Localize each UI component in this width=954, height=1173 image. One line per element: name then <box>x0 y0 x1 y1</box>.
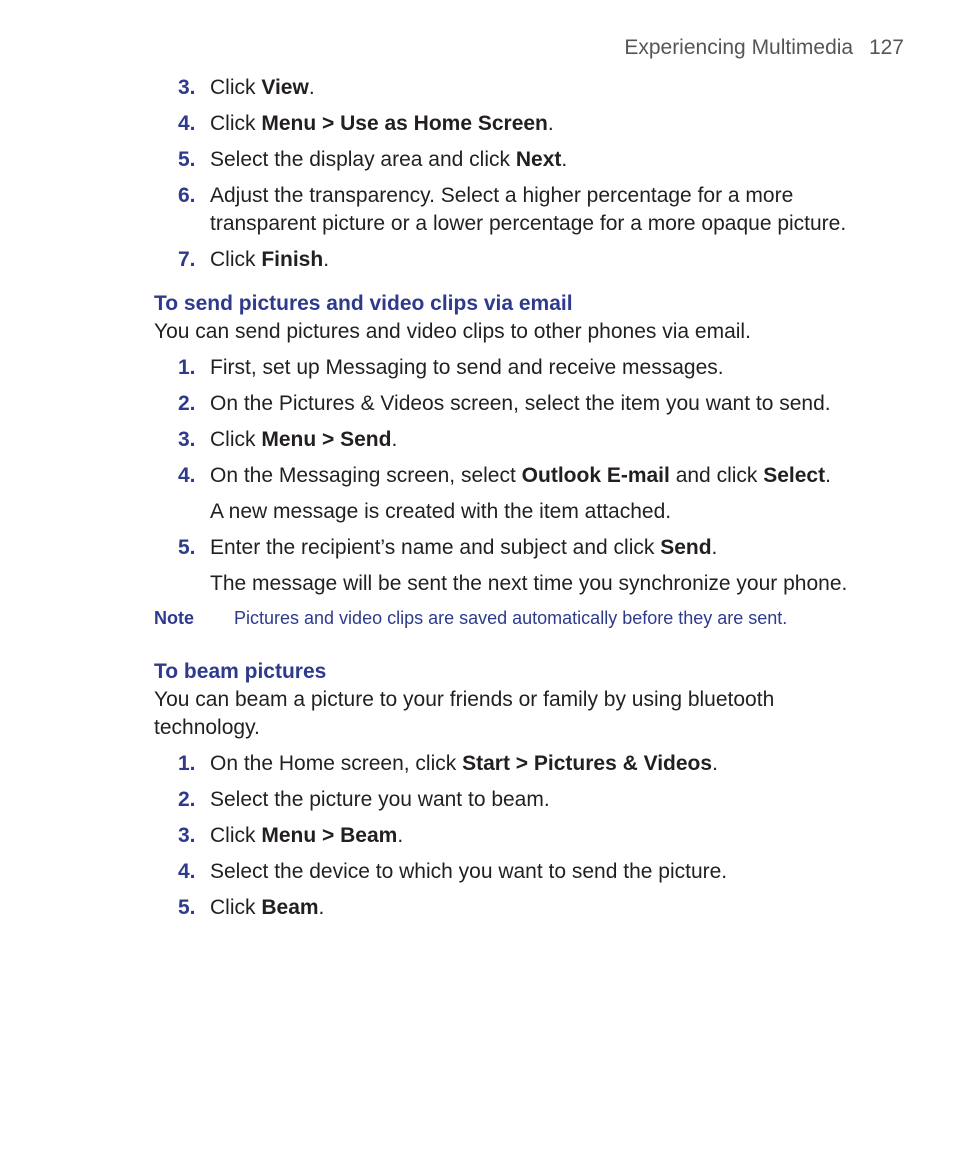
step-text <box>210 354 874 382</box>
step-text <box>210 858 874 886</box>
step-number: 5. <box>178 896 196 919</box>
step-item <box>154 426 874 454</box>
step-text-run: On the Home screen, click <box>210 752 463 775</box>
step-number: 5. <box>178 148 196 171</box>
step-number: 4. <box>178 112 196 135</box>
step-number: 7. <box>178 248 196 271</box>
note-text: Pictures and video clips are saved automatically before they are sent. <box>234 608 788 628</box>
step-text-run: . <box>391 428 398 451</box>
step-bold-term: Start > Pictures & Videos <box>462 752 713 775</box>
page-content <box>154 74 874 930</box>
step-text <box>210 390 874 418</box>
step-number: 3. <box>178 428 196 451</box>
step-text-run: Click <box>210 248 262 271</box>
step-bold-term: Menu > Use as Home Screen <box>261 112 548 135</box>
step-text-run: First, set up Messaging to send and receive messages. <box>210 356 724 379</box>
section-title-beam: To beam pictures <box>154 660 327 683</box>
step-text-run: . <box>323 248 330 271</box>
note-label: Note <box>154 608 194 628</box>
step-item <box>154 534 874 598</box>
step-bold-term: Menu > Beam <box>261 824 398 847</box>
step-number: 4. <box>178 464 196 487</box>
step-bold-term: Finish <box>261 248 324 271</box>
step-followup-text: The message will be sent the next time you synchronize your phone. <box>210 572 848 595</box>
step-text-run: Select the picture you want to beam. <box>210 788 550 811</box>
page-header <box>624 36 904 60</box>
step-text-run: Select the display area and click <box>210 148 516 171</box>
step-item <box>154 462 874 526</box>
step-text <box>210 786 874 814</box>
step-text-run: . <box>561 148 568 171</box>
step-item <box>154 354 874 382</box>
step-item <box>154 74 874 102</box>
step-text-run: Click <box>210 76 262 99</box>
step-number: 3. <box>178 76 196 99</box>
step-text <box>210 110 874 138</box>
step-text-run: . <box>308 76 315 99</box>
step-bold-term: Next <box>515 148 562 171</box>
step-text-run: Click <box>210 896 262 919</box>
section-intro-beam: You can beam a picture to your friends or family by using bluetooth technology. <box>154 688 775 739</box>
step-bold-term: Select <box>763 464 826 487</box>
steps-list-beam <box>154 750 874 922</box>
step-text-run: Click <box>210 824 262 847</box>
step-item <box>154 182 874 238</box>
step-number: 1. <box>178 356 196 379</box>
step-text-run: . <box>397 824 404 847</box>
step-item <box>154 894 874 922</box>
step-text-run: . <box>547 112 554 135</box>
step-item <box>154 146 874 174</box>
step-text <box>210 426 874 454</box>
step-text <box>210 146 874 174</box>
step-text-run: Click <box>210 112 262 135</box>
step-text-run: Click <box>210 428 262 451</box>
step-bold-term: Menu > Send <box>261 428 392 451</box>
step-text-run: Select the device to which you want to send the picture. <box>210 860 728 883</box>
section-intro-email: You can send pictures and video clips to other phones via email. <box>154 320 751 343</box>
step-item <box>154 390 874 418</box>
step-text <box>210 894 874 922</box>
step-item <box>154 750 874 778</box>
step-text-run: Enter the recipient’s name and subject and click <box>210 536 661 559</box>
section-title-email: To send pictures and video clips via email <box>154 292 573 315</box>
step-text <box>210 750 874 778</box>
step-text-run: On the Pictures & Videos screen, select the item you want to send. <box>210 392 831 415</box>
steps-list-continued <box>154 74 874 274</box>
step-item <box>154 786 874 814</box>
step-text <box>210 534 874 562</box>
step-text-run: Adjust the transparency. Select a higher percentage for a more transparent picture or a lower percentage for a more opaque picture. <box>210 184 847 235</box>
step-bold-term: View <box>261 76 309 99</box>
page-number: 127 <box>868 36 904 59</box>
step-text-run: . <box>711 536 718 559</box>
step-number: 2. <box>178 788 196 811</box>
header-section-title: Experiencing Multimedia <box>624 36 854 59</box>
step-text <box>210 462 874 490</box>
step-text-run: . <box>712 752 718 775</box>
step-bold-term: Outlook E-mail <box>521 464 670 487</box>
step-text <box>210 182 874 238</box>
step-text-run: On the Messaging screen, select <box>210 464 522 487</box>
step-text <box>210 822 874 850</box>
step-item <box>154 858 874 886</box>
step-number: 5. <box>178 536 196 559</box>
step-number: 6. <box>178 184 196 207</box>
step-number: 1. <box>178 752 196 775</box>
step-bold-term: Beam <box>261 896 319 919</box>
step-item <box>154 822 874 850</box>
step-text <box>210 74 874 102</box>
step-text-run: . <box>318 896 325 919</box>
step-followup-text: A new message is created with the item attached. <box>210 500 672 523</box>
note <box>154 606 874 630</box>
step-item <box>154 110 874 138</box>
step-item <box>154 246 874 274</box>
step-text <box>210 246 874 274</box>
step-text-run: . <box>825 464 831 487</box>
step-text-run: and click <box>669 464 764 487</box>
step-number: 3. <box>178 824 196 847</box>
step-bold-term: Send <box>660 536 712 559</box>
step-number: 2. <box>178 392 196 415</box>
steps-list-email <box>154 354 874 598</box>
step-number: 4. <box>178 860 196 883</box>
